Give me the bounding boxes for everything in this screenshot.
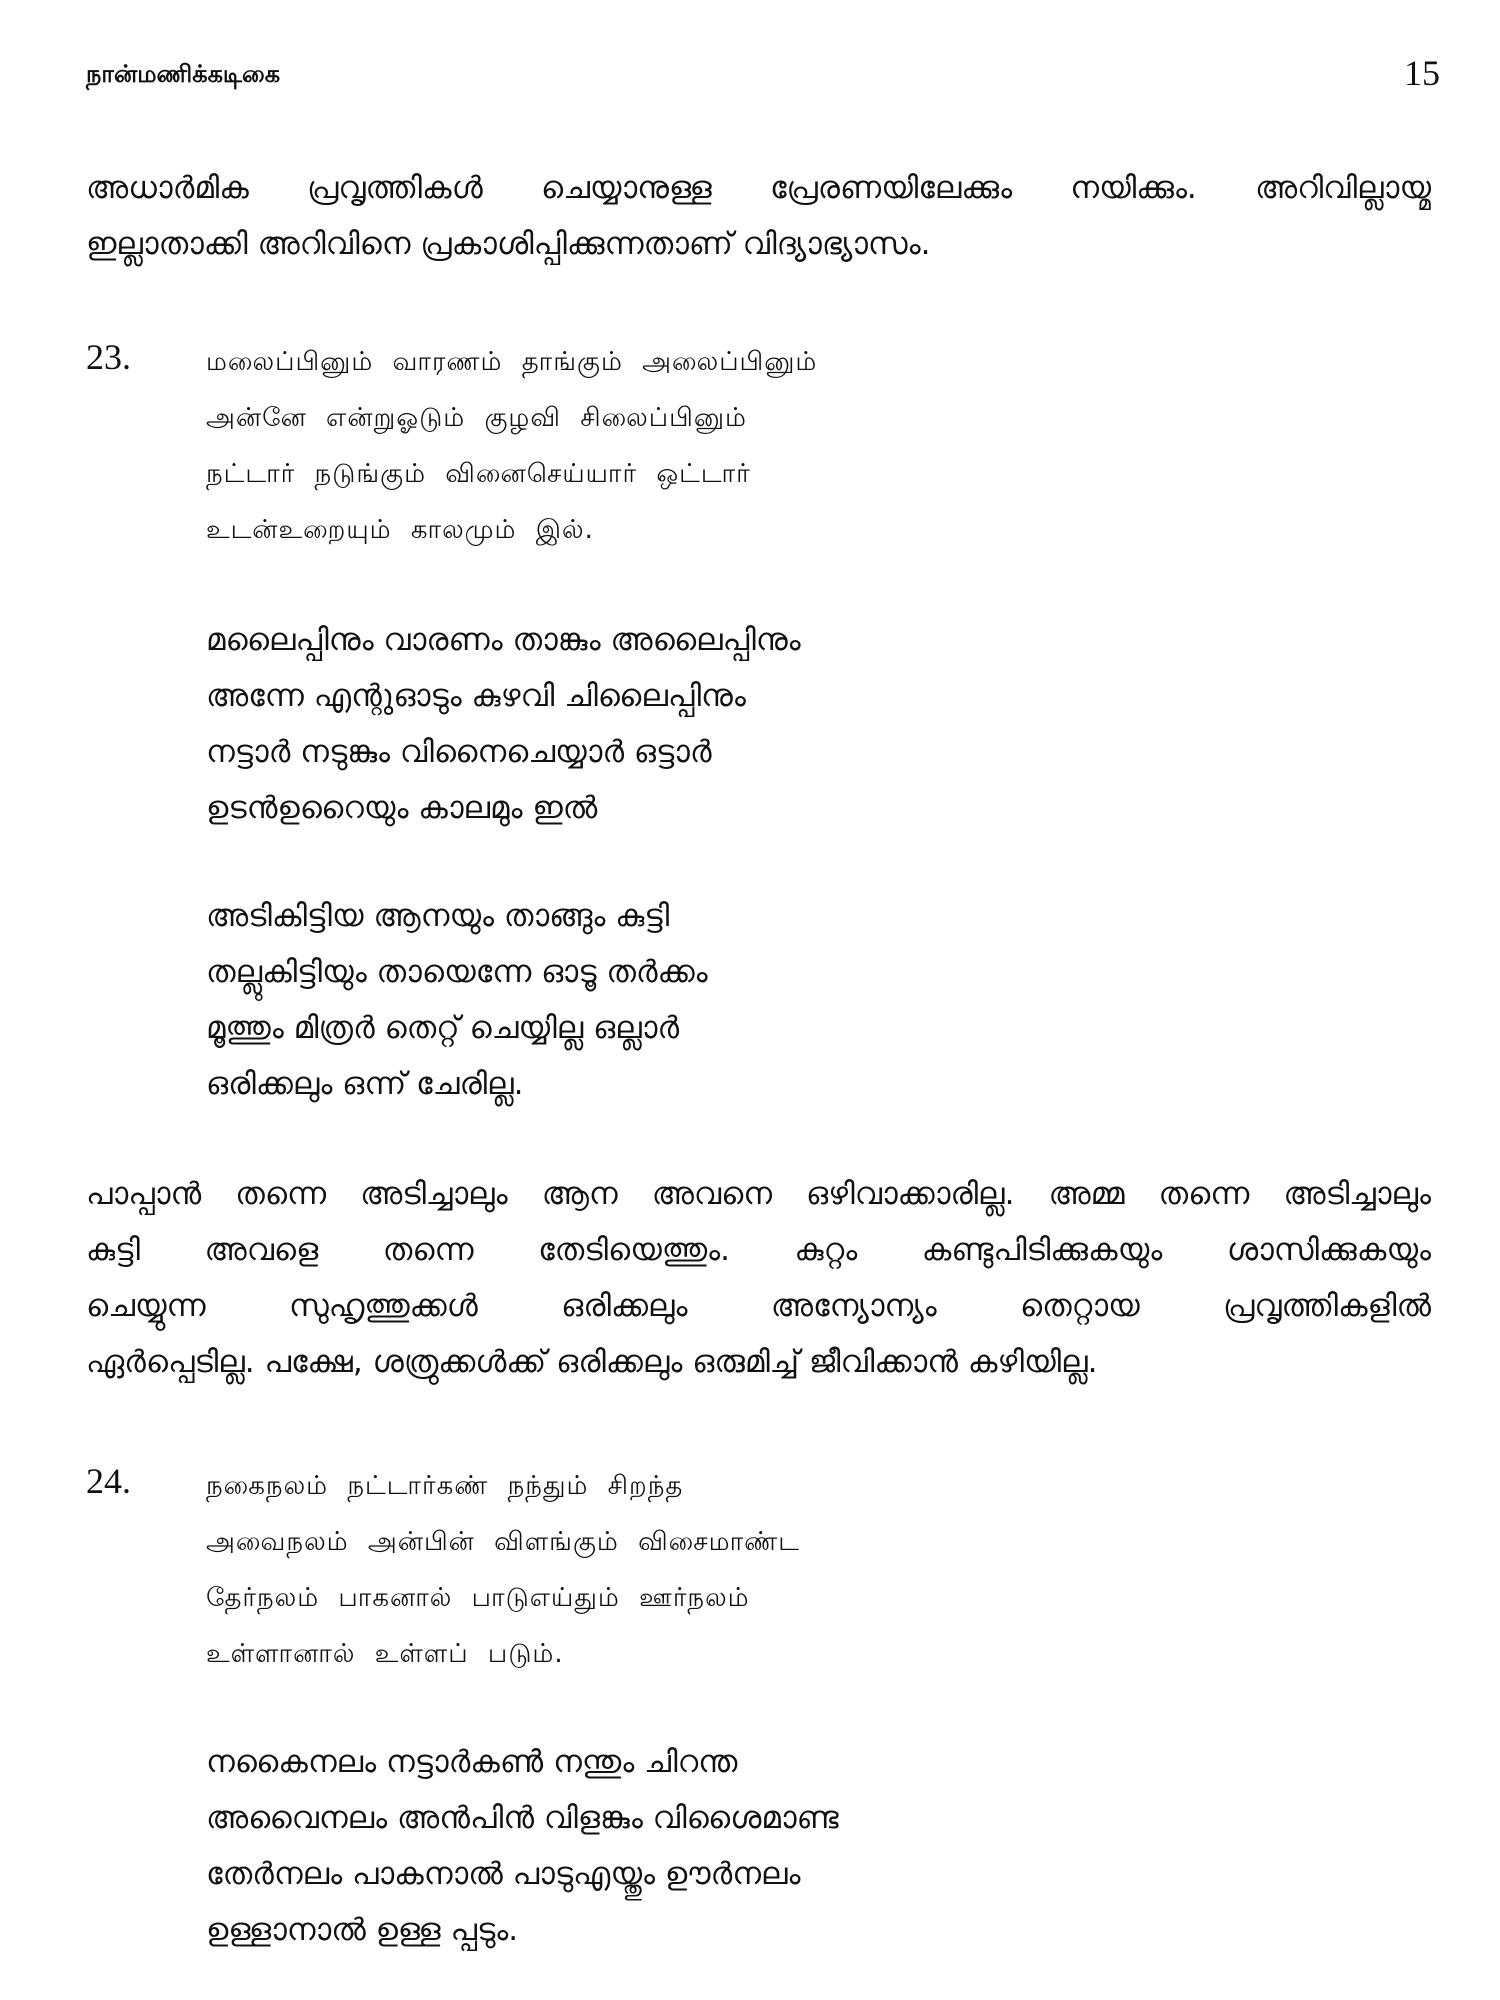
tamil-verse bbox=[206, 1458, 800, 1682]
verse-number: 23. bbox=[86, 337, 131, 377]
book-title: நான்மணிக்கடிகை bbox=[86, 60, 281, 88]
verse-line: തല്ലുകിട്ടിയും തായെന്നേ ഓടൂ തർക്കം bbox=[206, 954, 708, 990]
verse-line: நட்டார் நடுங்கும் வினைசெய்யார் ஒட்டார் bbox=[206, 459, 751, 489]
verse-line: நகைநலம் நட்டார்கண் நந்தும் சிறந்த bbox=[206, 1471, 684, 1501]
verse-line: മൂത്തും മിത്രർ തെറ്റ് ചെയ്യില്ല ഒല്ലാർ bbox=[206, 1010, 680, 1046]
verse-line: தேர்நலம் பாகனால் பாடுஎய்தும் ஊர்நலம் bbox=[206, 1583, 750, 1613]
verse-line: തേർനലം പാകനാൽ പാടുഎയ്തും ഊർനലം bbox=[206, 1856, 801, 1892]
verse-number: 24. bbox=[86, 1461, 131, 1501]
transliteration-verse bbox=[206, 612, 801, 836]
intro-line: അധാർമിക പ്രവൃത്തികൾ ചെയ്യാനുള്ള പ്രേരണയിലേക്കും നയിക്കും. അറിവില്ലായ്മ bbox=[86, 170, 1431, 206]
verse-line: നട്ടാർ നടുങ്കും വിനൈചെയ്യാർ ഒട്ടാർ bbox=[206, 734, 712, 770]
page-number: 15 bbox=[1404, 53, 1440, 93]
explanation-paragraph bbox=[86, 1166, 1431, 1390]
explanation-line: ഏർപ്പെടില്ല. പക്ഷേ, ശത്രുക്കൾക്ക് ഒരിക്കലും ഒരുമിച്ച് ജീവിക്കാൻ കഴിയില്ല. bbox=[86, 1344, 1098, 1380]
verse-line: ഒരിക്കലും ഒന്ന് ചേരില്ല. bbox=[206, 1066, 524, 1102]
explanation-line: പാപ്പാൻ തന്നെ അടിച്ചാലും ആന അവനെ ഒഴിവാക്കാരില്ല. അമ്മ തന്നെ അടിച്ചാലും bbox=[86, 1176, 1431, 1212]
verse-line: മലൈപ്പിനും വാരണം താങ്കും അലൈപ്പിനും bbox=[206, 622, 801, 658]
verse-line: നകൈനലം നട്ടാർകൺ നന്തും ചിറന്ത bbox=[206, 1744, 738, 1780]
verse-line: உள்ளானால் உள்ளப் படும். bbox=[206, 1639, 564, 1669]
intro-paragraph bbox=[86, 160, 1431, 272]
verse-line: ഉള്ളാനാൽ ഉള്ള പ്പടും. bbox=[206, 1912, 519, 1948]
verse-line: அன்னே என்றுஓடும் குழவி சிலைப்பினும் bbox=[206, 403, 747, 433]
verse-line: അവൈനലം അൻപിൻ വിളങ്കും വിശൈമാണ്ട bbox=[206, 1800, 839, 1836]
tamil-verse bbox=[206, 334, 817, 558]
verse-line: அவைநலம் அன்பின் விளங்கும் விசைமாண்ட bbox=[206, 1527, 800, 1557]
verse-line: അന്നേ എന്റുഓടും കുഴവി ചിലൈപ്പിനും bbox=[206, 678, 746, 714]
explanation-line: ചെയ്യുന്ന സുഹൃത്തുക്കൾ ഒരിക്കലും അന്യോന്യം തെറ്റായ പ്രവൃത്തികളിൽ bbox=[86, 1288, 1431, 1324]
verse-line: അടികിട്ടിയ ആനയും താങ്ങും കുട്ടി bbox=[206, 898, 670, 934]
translation-verse bbox=[206, 888, 708, 1112]
transliteration-verse bbox=[206, 1734, 839, 1958]
explanation-line: കുട്ടി അവളെ തന്നെ തേടിയെത്തും. കുറ്റം കണ്ടുപിടിക്കുകയും ശാസിക്കുകയും bbox=[86, 1232, 1431, 1268]
verse-line: உடன்உறையும் காலமும் இல். bbox=[206, 515, 594, 545]
verse-line: ഉടൻഉറൈയും കാലമും ഇൽ bbox=[206, 790, 598, 826]
verse-line: மலைப்பினும் வாரணம் தாங்கும் அலைப்பினும் bbox=[206, 347, 818, 377]
intro-line: ഇല്ലാതാക്കി അറിവിനെ പ്രകാശിപ്പിക്കുന്നതാണ് വിദ്യാഭ്യാസം. bbox=[86, 226, 931, 262]
